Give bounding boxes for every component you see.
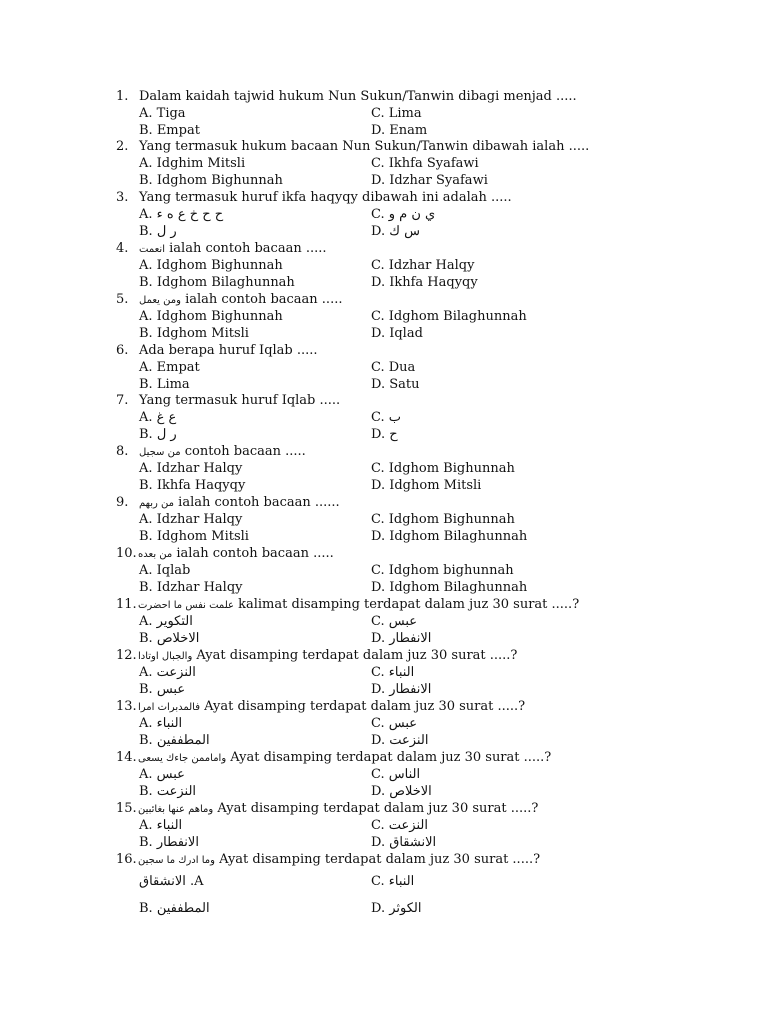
option-label: B. الاخلاص (139, 631, 200, 646)
question-text: ialah contoh bacaan ..... (180, 292, 343, 307)
option-c (371, 766, 420, 783)
option-b (139, 477, 245, 494)
option-label: B. Idghom Mitsli (139, 326, 249, 341)
question-arabic-text: علمت نفس ما احضرت (138, 600, 234, 611)
option-label: C. ب (371, 410, 401, 425)
question-5 (116, 291, 716, 309)
option-b (139, 376, 190, 393)
option-label: C. Lima (371, 106, 422, 121)
option-d (371, 274, 478, 291)
question-number: 2. (116, 139, 129, 154)
option-d (371, 122, 427, 139)
option-label: B. المطففين (139, 901, 210, 916)
option-label: D. الانفطار (371, 682, 432, 697)
question-number: 13. (116, 699, 137, 714)
question-arabic-text: انعمت (139, 244, 165, 255)
option-label: A. النباء (139, 818, 183, 833)
option-a (139, 206, 223, 223)
option-label: B. Idghom Mitsli (139, 529, 249, 544)
option-label: D. Idzhar Syafawi (371, 173, 488, 188)
option-label: D. Idghom Mitsli (371, 478, 482, 493)
option-c (371, 613, 417, 630)
option-label: D. الاخلاص (371, 784, 432, 799)
option-label: A. Idghom Bighunnah (139, 309, 283, 324)
option-d (371, 477, 481, 494)
option-label: C. النباء (371, 665, 415, 680)
question-number: 4. (116, 241, 129, 256)
option-label: D. Enam (371, 123, 428, 138)
option-c (371, 460, 515, 477)
question-10 (116, 545, 716, 563)
option-label: A. Idghim Mitsli (139, 156, 246, 171)
question-text: Ayat disamping terdapat dalam juz 30 surat .....? (192, 648, 518, 663)
option-c (371, 873, 414, 890)
option-c (371, 664, 414, 681)
question-16 (116, 851, 716, 869)
question-text: ialah contoh bacaan ...... (174, 495, 340, 510)
question-text: Ayat disamping terdapat dalam juz 30 surat .....? (214, 852, 541, 867)
option-b (139, 834, 199, 851)
option-a (139, 155, 245, 172)
question-13 (116, 698, 716, 716)
option-label: C. Dua (371, 360, 416, 375)
question-arabic-text: من سجيل (139, 447, 181, 458)
option-b (139, 426, 177, 443)
option-c (371, 308, 527, 325)
option-c (371, 105, 422, 122)
option-d (371, 325, 423, 342)
option-c (371, 359, 415, 376)
option-label: B. Idghom Bilaghunnah (139, 275, 295, 290)
question-text: ialah contoh bacaan ..... (165, 241, 327, 256)
option-label: D. الانشقاق (371, 835, 437, 850)
option-d (371, 223, 420, 240)
option-label: C. Idghom bighunnah (371, 563, 514, 578)
option-label: B. Empat (139, 123, 200, 138)
option-label: C. ي ن م و (371, 207, 436, 222)
option-label: C. Idghom Bighunnah (371, 461, 515, 476)
question-arabic-text: فالمدبرات امرا (138, 702, 201, 713)
option-label: C. Idzhar Halqy (371, 258, 475, 273)
option-b (139, 681, 185, 698)
option-label: C. Idghom Bighunnah (371, 512, 515, 527)
question-text: Yang termasuk huruf ikfa haqyqy dibawah ini adalah ..... (139, 190, 512, 205)
question-number: 6. (116, 343, 129, 358)
question-number: 10. (116, 546, 137, 561)
option-b (139, 900, 210, 917)
option-b (139, 223, 177, 240)
option-label: A. ح ح خ ع ه ء (139, 207, 224, 222)
option-d (371, 834, 436, 851)
question-text: Yang termasuk hukum bacaan Nun Sukun/Tanwin dibawah ialah ..... (139, 139, 590, 154)
question-arabic-text: من بعده (138, 549, 173, 560)
question-text: Ayat disamping terdapat dalam juz 30 surat .....? (213, 801, 539, 816)
option-label: C. Idghom Bilaghunnah (371, 309, 527, 324)
option-d (371, 426, 398, 443)
option-b (139, 325, 249, 342)
question-text: Ayat disamping terdapat dalam juz 30 surat .....? (200, 699, 526, 714)
option-b (139, 783, 196, 800)
option-b (139, 172, 283, 189)
question-number: 15. (116, 801, 137, 816)
option-label: الانشقاق .A (139, 874, 204, 889)
question-number: 14. (116, 750, 137, 765)
option-label: D. Idghom Bilaghunnah (371, 529, 528, 544)
question-text: Ayat disamping terdapat dalam juz 30 surat .....? (226, 750, 552, 765)
option-label: B. ر ل (139, 427, 177, 442)
question-arabic-text: وما ادرك ما سجين (138, 855, 215, 866)
option-label: C. عبس (371, 716, 418, 731)
question-14 (116, 749, 716, 767)
option-a (139, 817, 182, 834)
question-6 (116, 342, 716, 359)
option-label: D. النزعت (371, 733, 429, 748)
option-b (139, 528, 249, 545)
option-label: D. الكوثر (371, 901, 422, 916)
option-label: A. التكوير (139, 614, 193, 629)
option-c (371, 715, 417, 732)
option-a (139, 664, 196, 681)
option-label: A. Iqlab (139, 563, 191, 578)
option-label: A. Idghom Bighunnah (139, 258, 283, 273)
option-b (139, 579, 243, 596)
option-label: B. عبس (139, 682, 186, 697)
option-b (139, 122, 200, 139)
option-label: A. النزعت (139, 665, 196, 680)
question-number: 12. (116, 648, 137, 663)
question-number: 8. (116, 444, 129, 459)
option-c (371, 511, 515, 528)
question-11 (116, 596, 716, 614)
option-label: C. النباء (371, 874, 415, 889)
option-a (139, 873, 204, 890)
option-label: A. Idzhar Halqy (139, 461, 243, 476)
option-label: B. الانفطار (139, 835, 199, 850)
option-label: A. Tiga (139, 106, 186, 121)
option-label: B. المطففين (139, 733, 210, 748)
option-a (139, 562, 190, 579)
question-number: 11. (116, 597, 137, 612)
option-a (139, 460, 242, 477)
option-d (371, 630, 431, 647)
option-a (139, 105, 186, 122)
question-4 (116, 240, 716, 258)
question-text: Yang termasuk huruf Iqlab ..... (139, 393, 341, 408)
option-label: B. Idghom Bighunnah (139, 173, 283, 188)
option-b (139, 630, 199, 647)
question-text: Dalam kaidah tajwid hukum Nun Sukun/Tanwin dibagi menjad ..... (139, 89, 577, 104)
question-arabic-text: من ربهم (139, 498, 175, 509)
question-3 (116, 189, 716, 206)
option-d (371, 732, 428, 749)
option-a (139, 613, 193, 630)
option-a (139, 409, 176, 426)
option-label: A. Empat (139, 360, 200, 375)
option-label: B. النزعت (139, 784, 197, 799)
option-label: B. Lima (139, 377, 190, 392)
option-d (371, 783, 432, 800)
option-d (371, 172, 488, 189)
option-c (371, 206, 435, 223)
option-a (139, 308, 283, 325)
option-label: B. ر ل (139, 224, 177, 239)
option-c (371, 562, 514, 579)
option-label: D. Idghom Bilaghunnah (371, 580, 528, 595)
option-c (371, 409, 401, 426)
question-number: 9. (116, 495, 129, 510)
option-label: C. النزعت (371, 818, 428, 833)
question-number: 7. (116, 393, 129, 408)
option-a (139, 359, 200, 376)
option-a (139, 766, 185, 783)
option-label: A. Idzhar Halqy (139, 512, 243, 527)
question-text: contoh bacaan ..... (180, 444, 306, 459)
option-b (139, 732, 210, 749)
option-d (371, 681, 431, 698)
option-label: D. الانفطار (371, 631, 432, 646)
option-label: C. الناس (371, 767, 421, 782)
question-2 (116, 138, 716, 155)
option-label: C. عبس (371, 614, 418, 629)
question-number: 1. (116, 89, 129, 104)
option-label: D. Iqlad (371, 326, 423, 341)
option-d (371, 376, 419, 393)
option-label: B. Ikhfa Haqyqy (139, 478, 246, 493)
option-label: A. ع غ (139, 410, 177, 425)
option-b (139, 274, 295, 291)
question-1 (116, 88, 716, 105)
question-number: 16. (116, 852, 137, 867)
option-d (371, 900, 422, 917)
option-label: B. Idzhar Halqy (139, 580, 243, 595)
option-label: D. ح (371, 427, 398, 442)
question-arabic-text: وماهم عنها بغائبين (138, 804, 214, 815)
question-arabic-text: والجبال اوتادا (138, 651, 193, 662)
question-text: kalimat disamping terdapat dalam juz 30 surat .....? (233, 597, 580, 612)
question-15 (116, 800, 716, 818)
question-text: ialah contoh bacaan ..... (172, 546, 334, 561)
question-text: Ada berapa huruf Iqlab ..... (139, 343, 318, 358)
option-label: A. عبس (139, 767, 185, 782)
question-12 (116, 647, 716, 665)
option-c (371, 257, 474, 274)
option-label: A. النباء (139, 716, 183, 731)
option-c (371, 155, 479, 172)
option-a (139, 715, 182, 732)
question-number: 3. (116, 190, 129, 205)
option-label: C. Ikhfa Syafawi (371, 156, 479, 171)
option-label: D. Ikhfa Haqyqy (371, 275, 478, 290)
option-d (371, 528, 527, 545)
option-label: D. Satu (371, 377, 420, 392)
option-a (139, 257, 283, 274)
question-arabic-text: واماممن جاءك يسعى (138, 753, 227, 764)
option-label: D. س ك (371, 224, 420, 239)
option-d (371, 579, 527, 596)
question-9 (116, 494, 716, 512)
option-a (139, 511, 242, 528)
question-arabic-text: ومن يعمل (139, 295, 181, 306)
option-c (371, 817, 428, 834)
question-8 (116, 443, 716, 461)
question-7 (116, 392, 716, 409)
question-number: 5. (116, 292, 129, 307)
